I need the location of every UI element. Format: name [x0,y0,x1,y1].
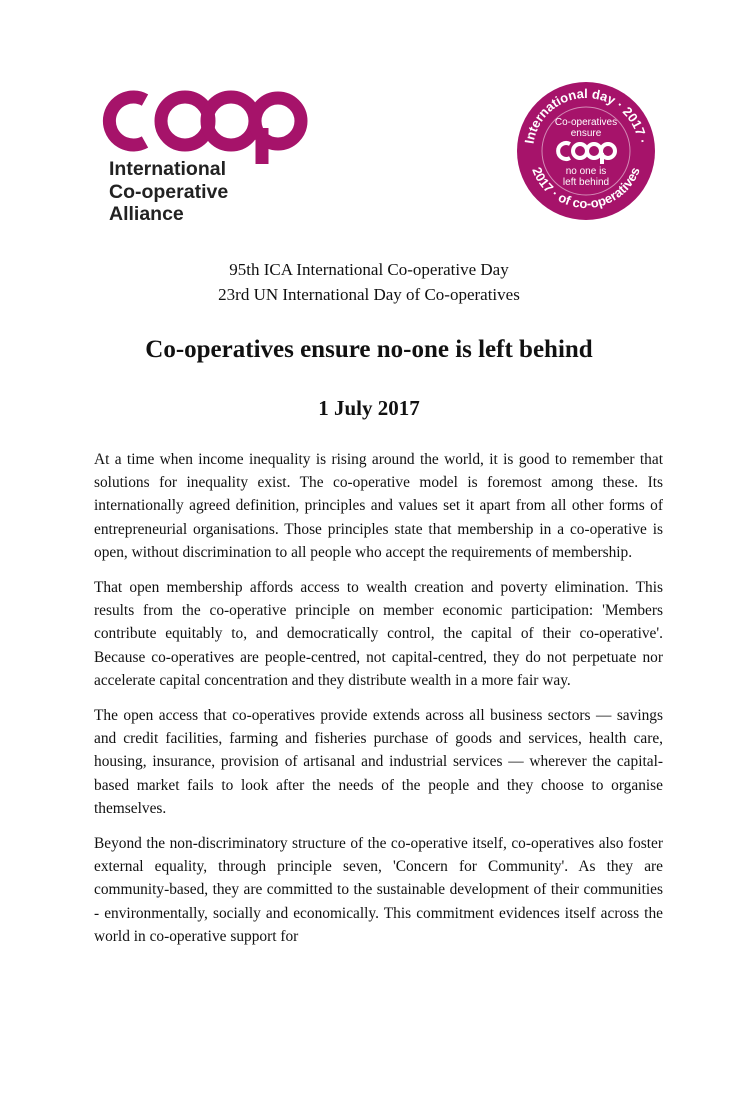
seal-line-3: no one is [565,166,607,177]
seal-line-2: ensure [570,128,602,139]
ica-name: International Co-operative Alliance [109,158,229,225]
subtitle-un-day: 23rd UN International Day of Co-operatives [218,285,520,304]
ica-logo [100,84,310,228]
seal-line-1: Co-operatives [554,117,618,128]
seal-line-4: left behind [562,177,610,188]
paragraph: Beyond the non-discriminatory structure of the co-operative itself, co-operatives also foster external equality, through principle seven, 'Concern for Community'. As they are community-based, they are committed to the sustainable development of their communities - environmentally, socially and economically. This commitment evidences itself across the world in co-operative support for [94,835,663,945]
document-date: 1 July 2017 [318,396,420,420]
seal-ring-bottom: 2017 · of co-operatives [529,164,643,212]
subtitle-ica-day: 95th ICA International Co-operative Day [229,260,509,279]
body-text [94,448,663,960]
seal-ring-top: International day · 2017 · [521,85,651,145]
international-day-seal [515,80,657,222]
paragraph: The open access that co-operatives provide extends across all business sectors — savings and credit facilities, farming and fisheries purchase of goods and services, health care, housing, insurance, provision of artisanal and industrial services — wherever the capital-based market fails to look after the needs of the people and they choose to organise themselves. [94,707,663,817]
coop-logo-icon [100,84,310,164]
paragraph: At a time when income inequality is rising around the world, it is good to remember that solutions for inequality exist. The co-operative model is foremost among these. Its internationally agreed definition, principles and values set it apart from all other forms of entrepreneurial organisations. Those principles state that membership in a co-operative is open, without discrimination to all people who accept the requirements of membership. [94,451,663,561]
paragraph: That open membership affords access to wealth creation and poverty elimination. This results from the co-operative principle on member economic participation: 'Members contribute equitably to, and democratically control, the capital of their co-operative'. Because co-operatives are people-centred, not capital-centred, they do not perpetuate nor accelerate capital concentration and they distribute wealth in a more fair way. [94,579,663,689]
page-title: Co-operatives ensure no-one is left behind [145,336,593,363]
